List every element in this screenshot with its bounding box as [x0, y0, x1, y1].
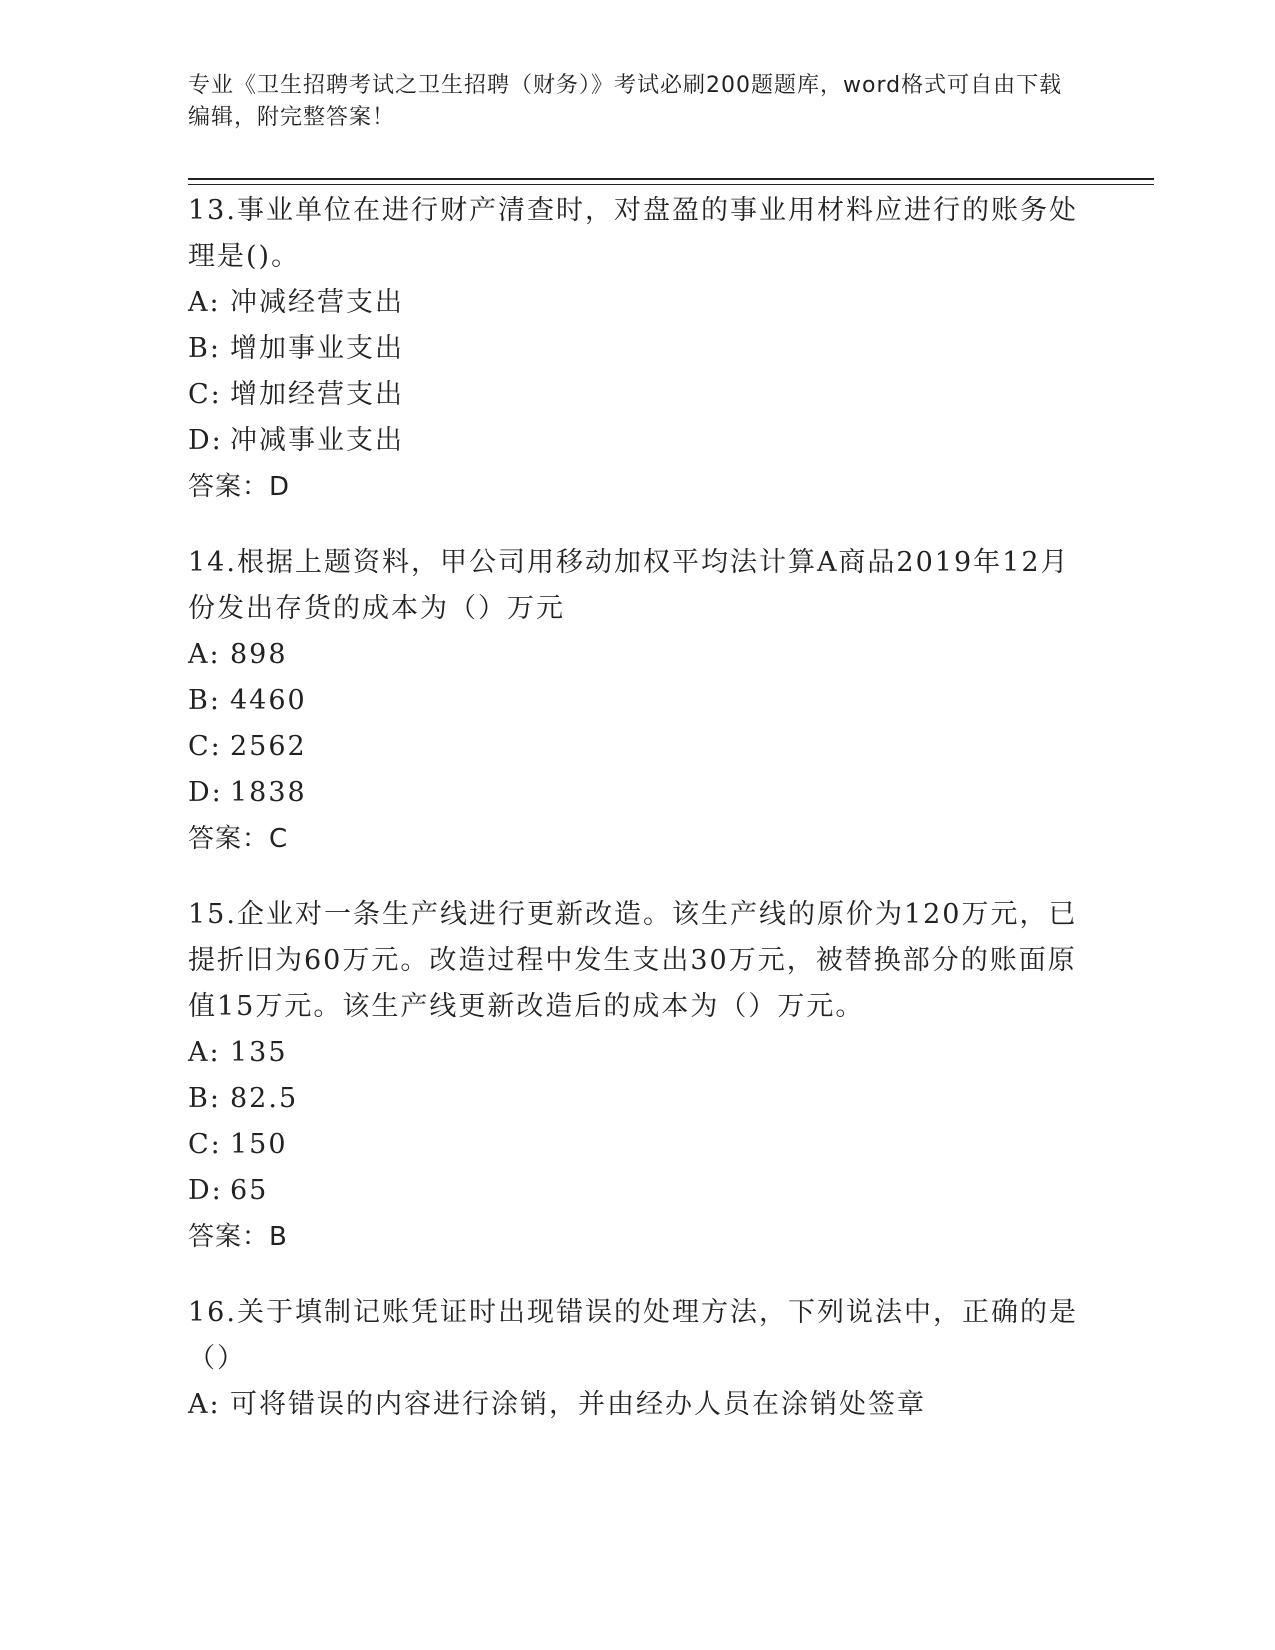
question-list [188, 188, 1078, 1458]
option-key: B: [188, 1083, 221, 1114]
option-text: 增加经营支出 [230, 379, 404, 410]
question-block [188, 1290, 1078, 1428]
option-text: 135 [230, 1037, 288, 1068]
option-key: A: [188, 1389, 221, 1420]
option-text: 冲减经营支出 [230, 287, 404, 318]
option-key: A: [188, 639, 221, 670]
option-text: 冲减事业支出 [230, 425, 404, 456]
option-key: A: [188, 287, 221, 318]
question-block [188, 188, 1078, 510]
option-text: 增加事业支出 [230, 333, 404, 364]
question-stem: 15.企业对一条生产线进行更新改造。该生产线的原价为120万元，已提折旧为60万元。改造过程中发生支出30万元，被替换部分的账面原值15万元。该生产线更新改造后的成本为（）万元。 [188, 899, 1078, 1022]
option-key: C: [188, 731, 222, 762]
option-text: 可将错误的内容进行涂销，并由经办人员在涂销处签章 [230, 1389, 926, 1420]
answer-option [188, 1382, 1078, 1428]
option-text: 898 [230, 639, 288, 670]
question-block [188, 892, 1078, 1260]
answer-option [188, 632, 1078, 678]
option-key: C: [188, 379, 222, 410]
document-header: 专业《卫生招聘考试之卫生招聘（财务）》考试必刷200题题库，word格式可自由下载编辑，附完整答案！ [188, 73, 1063, 130]
option-text: 150 [230, 1129, 288, 1160]
option-key: D: [188, 1175, 223, 1206]
question-stem: 16.关于填制记账凭证时出现错误的处理方法，下列说法中，正确的是（） [188, 1297, 1078, 1374]
answer-option [188, 1122, 1078, 1168]
option-key: B: [188, 685, 221, 716]
option-text: 4460 [230, 685, 307, 716]
answer-option [188, 372, 1078, 418]
option-key: C: [188, 1129, 222, 1160]
option-key: B: [188, 333, 221, 364]
answer-option [188, 1168, 1078, 1214]
header-divider-thin [188, 184, 1154, 185]
header-divider-thick [188, 178, 1154, 180]
answer-option [188, 770, 1078, 816]
answer-option [188, 280, 1078, 326]
option-key: D: [188, 425, 223, 456]
question-block [188, 540, 1078, 862]
answer-line: 答案：C [188, 824, 289, 854]
answer-option [188, 326, 1078, 372]
question-stem: 13.事业单位在进行财产清查时，对盘盈的事业用材料应进行的账务处理是()。 [188, 195, 1078, 272]
option-key: D: [188, 777, 223, 808]
answer-option [188, 1030, 1078, 1076]
answer-option [188, 724, 1078, 770]
question-stem: 14.根据上题资料，甲公司用移动加权平均法计算A商品2019年12月份发出存货的成本为（）万元 [188, 547, 1070, 624]
answer-option [188, 1076, 1078, 1122]
option-key: A: [188, 1037, 221, 1068]
answer-line: 答案：D [188, 472, 291, 502]
option-text: 82.5 [230, 1083, 299, 1114]
option-text: 65 [230, 1175, 269, 1206]
answer-line: 答案：B [188, 1222, 288, 1252]
answer-option [188, 678, 1078, 724]
option-text: 2562 [230, 731, 307, 762]
option-text: 1838 [230, 777, 307, 808]
answer-option [188, 418, 1078, 464]
